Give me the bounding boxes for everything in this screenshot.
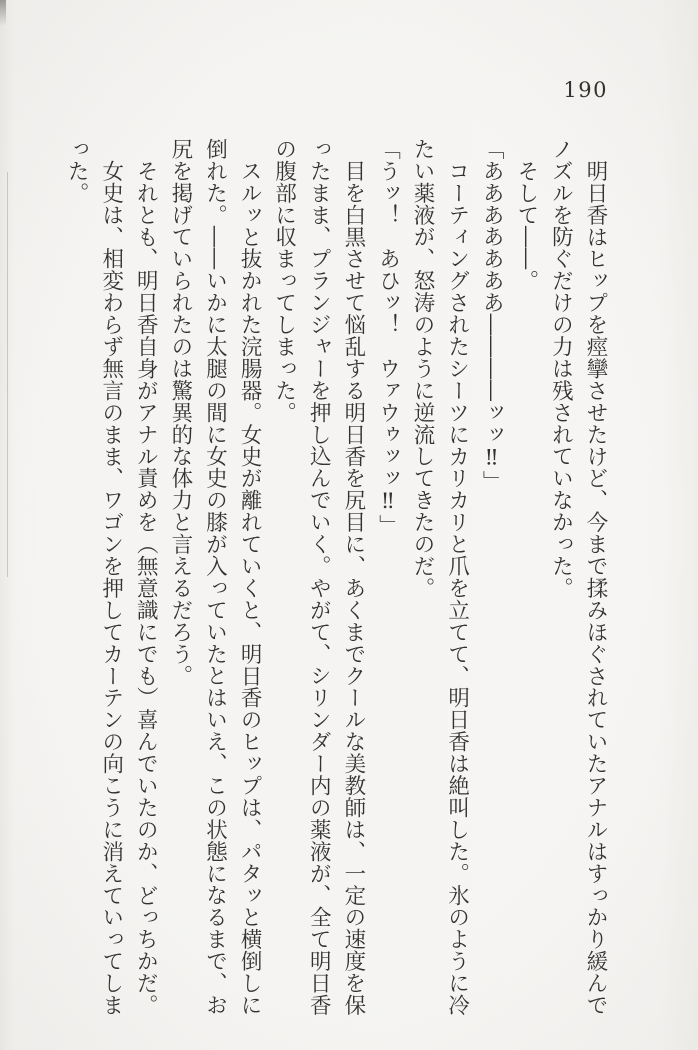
text-line: った。 — [64, 138, 90, 204]
text-line: 目を白黒させて悩乱する明日香を尻目に、あくまでクールな美教師は、一定の速度を保 — [340, 160, 366, 1017]
scan-corner-smudge — [0, 0, 6, 26]
text-line: スルッと抜かれた浣腸器。女史が離れていくと、明日香のヒップは、パタッと横倒しに — [237, 160, 263, 1017]
text-line: ったまま、プランジャーを押し込んでいく。やがて、シリンダー内の薬液が、全て明日香 — [306, 138, 332, 1016]
text-line: 明日香はヒップを痙攣させたけど、今まで揉みほぐされていたアナルはすっかり緩んで — [583, 160, 608, 1017]
text-line: たい薬液が、怒涛のように逆流してきたのだ。 — [410, 138, 436, 599]
text-line: ノズルを防ぐだけの力は残されていなかった。 — [548, 138, 574, 599]
text-line: そして――。 — [513, 160, 539, 292]
body-text — [59, 138, 613, 1024]
text-line: 尻を掲げていられたのは驚異的な体力と言えるだろう。 — [167, 138, 193, 687]
text-line: 「あああああああ――――ッッ‼」 — [479, 138, 505, 493]
text-line: それとも、明日香自身がアナル責めを（無意識にでも）喜んでいたのか、どっちかだ。 — [133, 160, 159, 1017]
scan-artifact-line — [7, 172, 8, 577]
page-number: 190 — [563, 78, 608, 102]
text-line: 倒れた。――いかに太腿の間に女史の膝が入っていたとはいえ、この状態になるまで、お — [202, 138, 228, 1016]
text-line: 「うッ！ あひッ！ ウァウゥッッ‼」 — [375, 138, 401, 537]
text-line: の腹部に収まってしまった。 — [271, 138, 297, 424]
text-line: コーティングされたシーツにカリカリと爪を立てて、明日香は絶叫した。氷のように冷 — [444, 160, 470, 1017]
text-line: 女史は、相変わらず無言のまま、ワゴンを押してカーテンの向こうに消えていってしま — [98, 160, 124, 1017]
